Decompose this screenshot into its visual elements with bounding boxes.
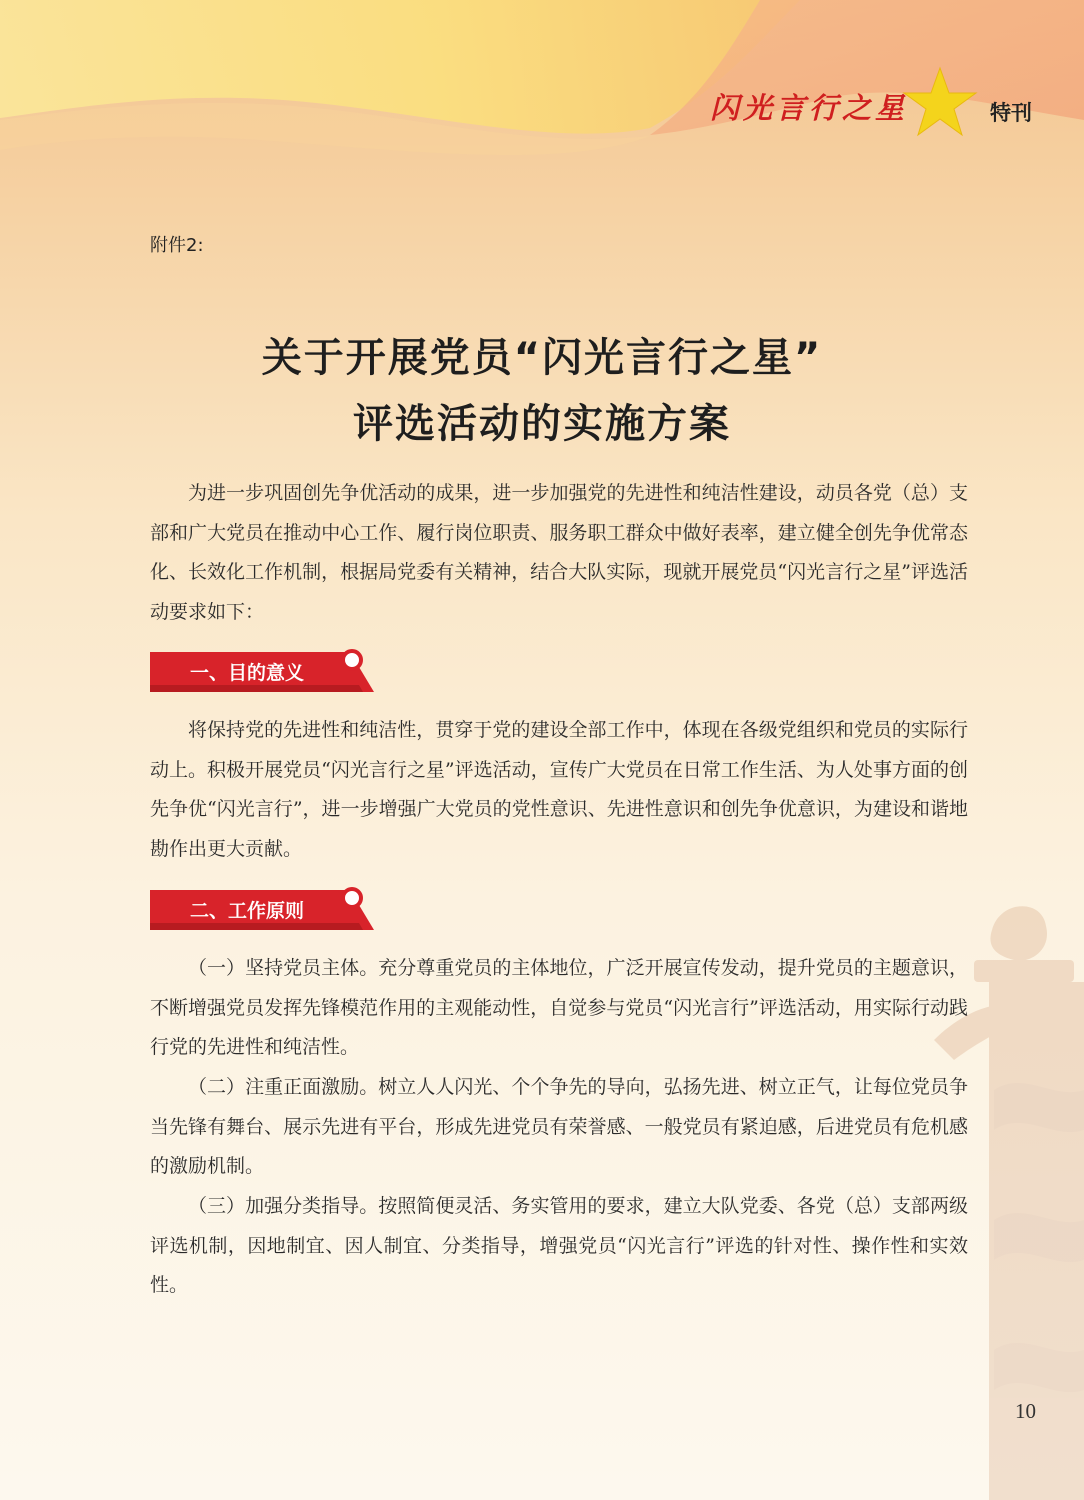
special-issue-label: 特刊	[990, 101, 1032, 125]
attachment-label: 附件2:	[150, 235, 204, 256]
purpose-paragraph: 将保持党的先进性和纯洁性，贯穿于党的建设全部工作中，体现在各级党组织和党员的实际行动上。积极开展党员“闪光言行之星”评选活动，宣传广大党员在日常工作生活、为人处事方面的创先争优“闪光言行”，进一步增强广大党员的党性意识、先进性意识和创先争优意识，为建设和谐地勘作出更大贡献。	[150, 719, 968, 860]
huabiao-pillar-watermark	[934, 890, 1084, 1500]
intro-paragraph: 为进一步巩固创先争优活动的成果，进一步加强党的先进性和纯洁性建设，动员各党（总）支部和广大党员在推动中心工作、履行岗位职责、服务职工群众中做好表率，建立健全创先争优常态化、长效化工作机制，根据局党委有关精神，结合大队实际，现就开展党员“闪光言行之星”评选活动要求如下：	[150, 482, 968, 623]
magazine-title: 闪光言行之星	[709, 91, 908, 125]
star-icon	[902, 66, 978, 138]
section-heading-principles	[150, 886, 376, 934]
document-title-line-1: 关于开展党员“闪光言行之星”	[261, 335, 823, 381]
principle-paragraph-3: （三）加强分类指导。按照简便灵活、务实管用的要求，建立大队党委、各党（总）支部两级评选机制，因地制宜、因人制宜、分类指导，增强党员“闪光言行”评选的针对性、操作性和实效性。	[150, 1195, 968, 1296]
section-heading-text: 一、目的意义	[190, 662, 305, 684]
principle-paragraph-2: （二）注重正面激励。树立人人闪光、个个争先的导向，弘扬先进、树立正气，让每位党员争当先锋有舞台、展示先进有平台，形成先进党员有荣誉感、一般党员有紧迫感，后进党员有危机感的激励机制。	[150, 1076, 968, 1177]
page-number: 10	[1015, 1399, 1036, 1423]
principle-paragraph-1: （一）坚持党员主体。充分尊重党员的主体地位，广泛开展宣传发动，提升党员的主题意识，不断增强党员发挥先锋模范作用的主观能动性，自觉参与党员“闪光言行”评选活动，用实际行动践行党的先进性和纯洁性。	[150, 957, 968, 1058]
section-heading-purpose	[150, 648, 376, 696]
section-heading-text: 二、工作原则	[190, 900, 305, 922]
document-title-line-2: 评选活动的实施方案	[353, 401, 731, 447]
